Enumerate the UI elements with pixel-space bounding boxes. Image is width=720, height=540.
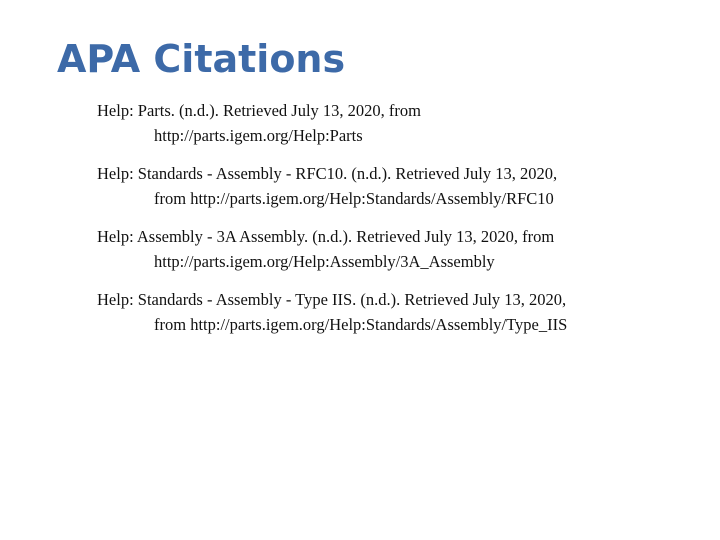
reference-line-1: Help: Standards - Assembly - RFC10. (n.d.). Retrieved July 13, 2020, [97, 164, 558, 183]
reference-line-2: http://parts.igem.org/Help:Assembly/3A_Assembly [154, 252, 495, 271]
reference-list [97, 98, 697, 350]
reference-line-2: from http://parts.igem.org/Help:Standards/Assembly/RFC10 [154, 189, 554, 208]
reference-line-1: Help: Parts. (n.d.). Retrieved July 13, 2020, from [97, 101, 421, 120]
reference-item [97, 224, 697, 274]
reference-line-1: Help: Assembly - 3A Assembly. (n.d.). Retrieved July 13, 2020, from [97, 227, 555, 246]
reference-line-1: Help: Standards - Assembly - Type IIS. (n.d.). Retrieved July 13, 2020, [97, 290, 567, 309]
reference-item [97, 98, 697, 148]
reference-item [97, 161, 697, 211]
reference-line-2: from http://parts.igem.org/Help:Standards/Assembly/Type_IIS [154, 315, 568, 334]
reference-line-2: http://parts.igem.org/Help:Parts [154, 126, 363, 145]
slide-title: APA Citations [57, 37, 346, 81]
reference-item [97, 287, 697, 337]
